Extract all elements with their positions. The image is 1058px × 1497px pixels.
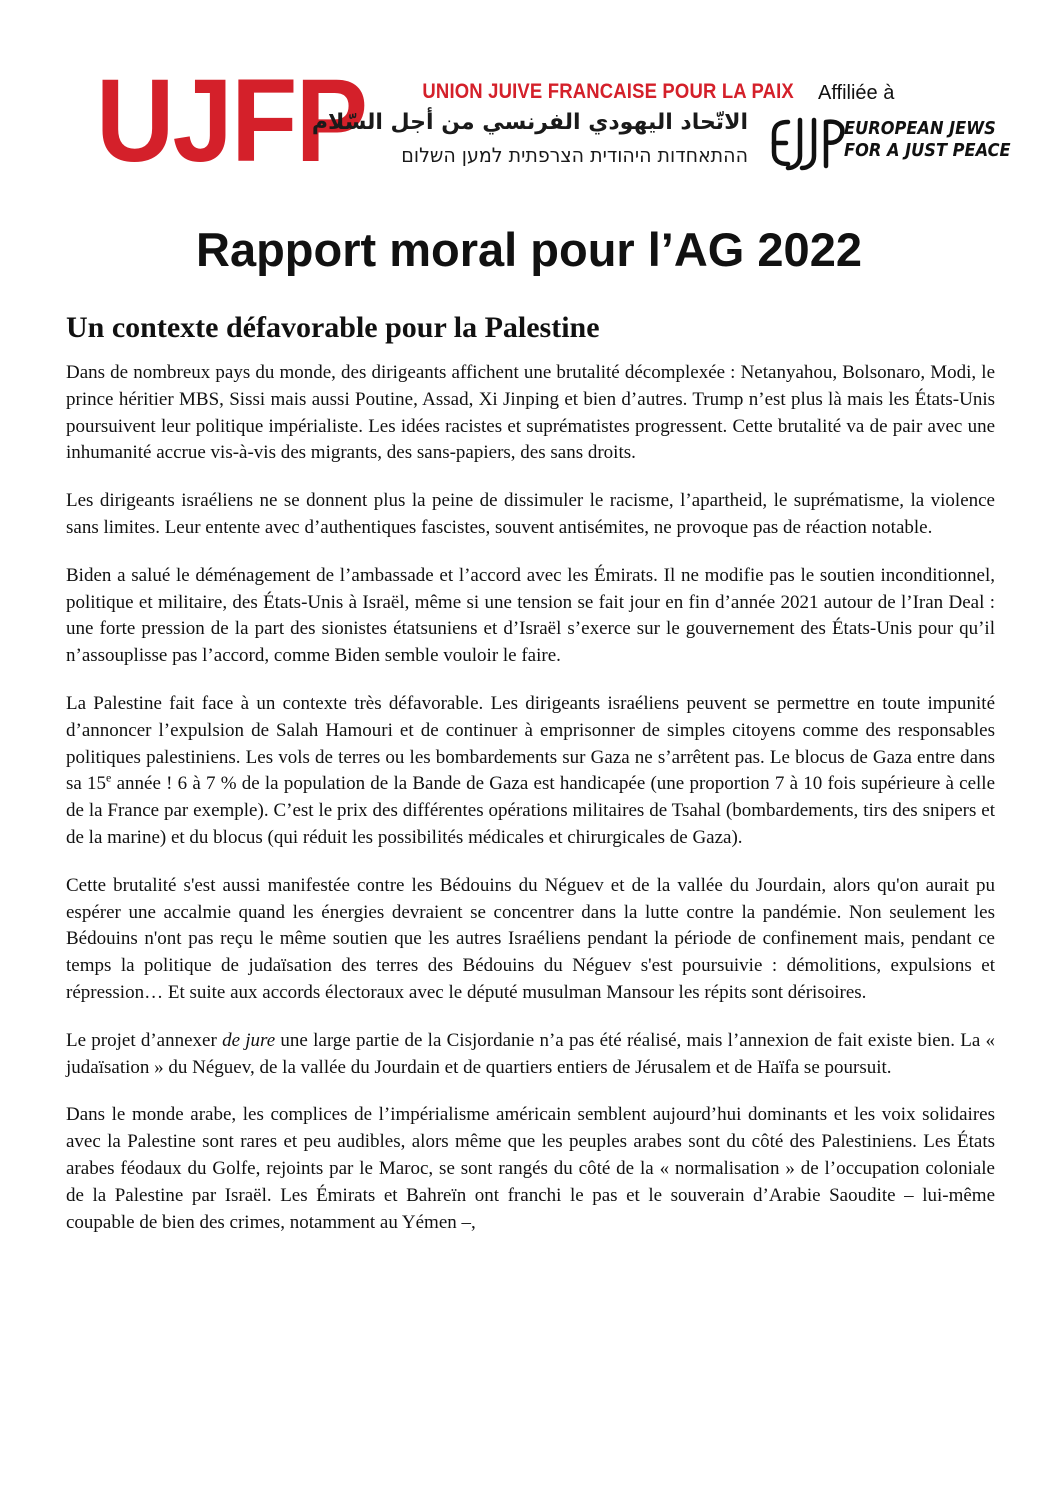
paragraph-6-part-a: Le projet d’annexer <box>66 1029 223 1051</box>
ujfp-logo: UJFP <box>96 55 367 187</box>
ordinal-superscript: e <box>106 771 112 786</box>
org-name-french: UNION JUIVE FRANCAISE POUR LA PAIX <box>422 80 794 103</box>
paragraph-6-part-b: une large partie de la Cisjordanie n’a pas été réalisé, mais l’annexion de fait existe bien. La « judaïsation » du Néguev, de la vallée du Jourdain et de quartiers entiers de Jérusalem et de Haïfa se poursuit. <box>66 1029 996 1078</box>
paragraph-1: Dans de nombreux pays du monde, des dirigeants affichent une brutalité décomplexée : Netanyahou, Bolsonaro, Modi, le prince héritier MBS, Sissi mais aussi Poutine, Assad, Xi Jinping et bien d’autres. Trump n’est plus là mais les États-Unis poursuivent leur politique impérialiste. Les idées racistes et suprématistes progressent. Cette brutalité va de pair avec une inhumanité accrue vis-à-vis des migrants, des sans-papiers, des sans droits. <box>66 362 995 464</box>
ejjp-name-line2: FOR A JUST PEACE <box>844 140 1011 161</box>
paragraph-2: Les dirigeants israéliens ne se donnent plus la peine de dissimuler le racisme, l’apartheid, le suprématisme, la violence sans limites. Leur entente avec d’authentiques fascistes, souvent antisémites, ne provoque pas de réaction notable. <box>66 490 995 538</box>
affiliation-label: Affiliée à <box>818 82 895 104</box>
section-title: Un contexte défavorable pour la Palestine <box>66 311 600 344</box>
paragraph-4-part-b: année ! 6 à 7 % de la population de la Bande de Gaza est handicapée (une proportion 7 à 10 fois supérieure à celle de la France par exemple). C’est le prix des différentes opérations militaires de Tsahal (bombardements, tirs des snipers et de la marine) et du blocus (qui réduit les possibilités médicales et chirurgicales de Gaza). <box>66 773 996 848</box>
ejjp-name <box>844 118 1011 162</box>
paragraph-4-part-a: La Palestine fait face à un contexte très défavorable. Les dirigeants israéliens peuvent se permettre en toute impunité d’annoncer l’expulsion de Salah Hamouri et de continuer à emprisonner de simples citoyens comme des responsables politiques palestiniens. Les vols de terres ou les bombardements sur Gaza ne s’arrêtent pas. Le blocus de Gaza entre dans sa 15 <box>66 692 995 795</box>
paragraph-6 <box>66 1028 995 1082</box>
paragraph-5: Cette brutalité s'est aussi manifestée contre les Bédouins du Néguev et de la vallée du Jourdain, alors qu'on aurait pu espérer une accalmie quand les énergies devraient se concentrer dans la lutte contre la pandémie. Non seulement les Bédouins n'ont pas reçu le même soutien que les autres Israéliens pendant la période de confinement mais, pendant ce temps la politique de judaïsation des terres des Bédouins du Néguev s'est poursuivie : démolitions, expulsions et répression… Et suite aux accords électoraux avec le député musulman Mansour les répits sont dérisoires. <box>66 874 995 1003</box>
org-name-hebrew: ההתאחדות היהודית הצרפתית למען השלום <box>401 143 748 167</box>
paragraph-7: Dans le monde arabe, les complices de l’impérialisme américain semblent aujourd’hui dominants et les voix solidaires avec la Palestine sont rares et peu audibles, alors même que les peuples arabes sont du côté des Palestiniens. Les États arabes féodaux du Golfe, rejoints par le Maroc, se sont rangés du côté de la « normalisation » de l’occupation coloniale de la Palestine par Israël. Les Émirats et Bahreïn ont franchi le pas et le souverain d’Arabie Saoudite – lui-même coupable de bien des crimes, notamment au Yémen –, <box>66 1104 995 1233</box>
paragraph-3: Biden a salué le déménagement de l’ambassade et l’accord avec les Émirats. Il ne modifie pas le soutien inconditionnel, politique et militaire, des États-Unis à Israël, même si une tension se fait jour en fin d’année 2021 autour de l’Iran Deal : une forte pression de la part des sionistes étatsuniens et d’Israël s’exerce sur le gouvernement des États-Unis pour qu’il n’assouplisse pas l’accord, comme Biden semble vouloir le faire. <box>66 564 995 667</box>
latin-phrase: de jure <box>222 1029 276 1051</box>
body-text <box>66 360 995 1257</box>
org-name-block <box>311 78 794 170</box>
paragraph-4 <box>66 691 995 852</box>
document-title: Rapport moral pour l’AG 2022 <box>196 223 862 276</box>
org-name-arabic: الاتّحاد اليهودي الفرنسي من أجل السّلام <box>311 110 748 135</box>
ejjp-name-line1: EUROPEAN JEWS <box>844 118 996 139</box>
